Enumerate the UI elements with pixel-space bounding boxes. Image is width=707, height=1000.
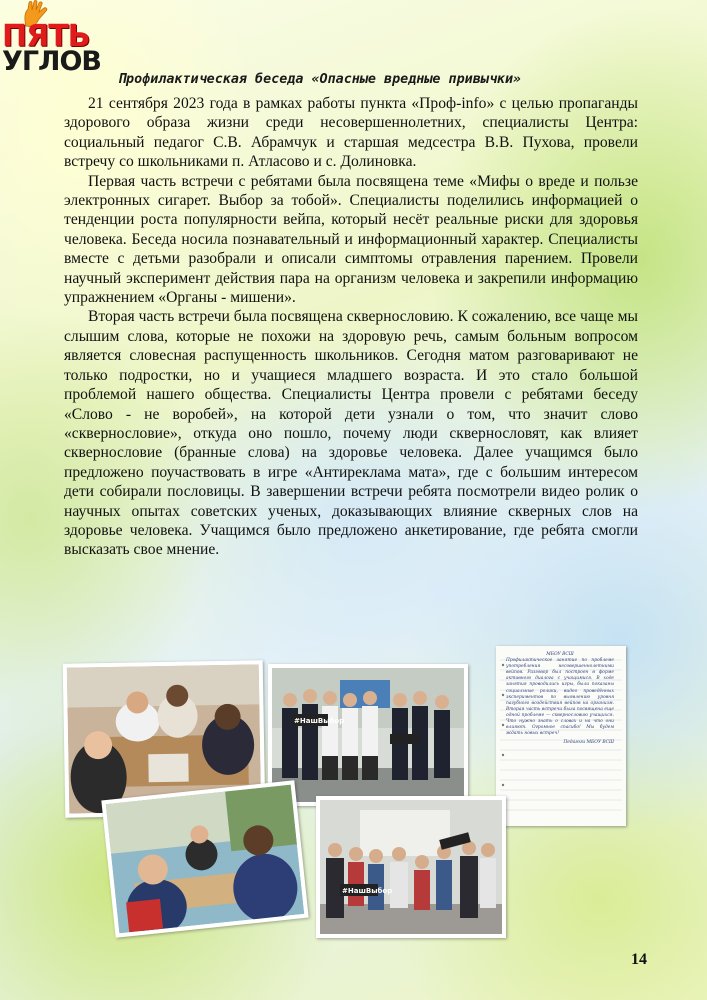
photo-students-table — [101, 780, 308, 938]
article-body — [64, 94, 638, 560]
photo-handwritten-note — [496, 646, 626, 826]
photo-group-with-signs — [268, 664, 468, 806]
sign-text: #НашВыбор — [342, 887, 393, 895]
paragraph-3: Вторая часть встречи была посвящена сквернословию. К сожалению, все чаще мы слышим слова, которые не похожи на здоровую речь, самым больным вопросом является словесная распущенность школьников. Сегодня матом разговаривают не только подростки, но и учащиеся младшего возраста. И это стало большой проблемой нашего общества. Специалисты Центра провели с ребятами беседу «Слово - не воробей», на которой дети узнали о том, что значит слово «сквернословие», откуда оно пошло, почему люди сквернословят, как влияет сквернословие (бранные слова) на здоровье человека. Далее учащимся было предложено поучаствовать в игре «Антиреклама мата», где с большим интересом дети собирали пословицы. В завершении встречи ребята посмотрели видео ролик о научных опытах советских ученых, доказывающих влияние скверных слов на здоровье человека. Учащимся было предложено анкетирование, где ребята смогли высказать свое мнение. — [64, 308, 638, 559]
note-signature: Педагоги МБОУ ВСШ — [563, 740, 614, 746]
note-text — [506, 652, 614, 746]
page-number: 14 — [631, 951, 647, 968]
photo-group-indoor — [316, 796, 506, 938]
note-header: МБОУ ВСШ — [546, 652, 574, 657]
logo-line-1: ПЯТЬ — [2, 19, 90, 54]
sign-text: #НашВыбор — [294, 717, 345, 725]
logo — [0, 0, 126, 76]
paragraph-2: Первая часть встречи с ребятами была посвящена теме «Мифы о вреде и пользе электронных сигарет. Выбор за тобой». Специалисты поделились информацией о тенденции роста популярности вейпа, который несёт реальные риски для здоровья человека. Беседа носила познавательный и информационный характер. Специалисты вместе с детьми разобрали и описали симптомы отравления парением. Провели научный эксперимент действия пара на организм человека и закрепили информацию упражнением «Органы - мишени». — [64, 172, 638, 307]
logo-line-2: УГЛОВ — [2, 46, 101, 77]
article-title: Профилактическая беседа «Опасные вредные привычки» — [118, 72, 522, 87]
note-body: Профилактическое занятие по проблеме употребления несовершеннолетними вейпов. Разговор был построен в форме активного диалога с учащимися. В ходе занятия проводились игры, были показаны социальные ролики, видео проведённых экспериментов по выявлению уровня пагубного воздействия вейпов на организм. Вторая часть встречи была посвящена еще одной проблеме — сквернословию учащихся. Что нужно знать о словах и на что они влияют. Огромное спасибо! Мы будем ждать новых встреч! — [506, 658, 614, 737]
paragraph-1: 21 сентября 2023 года в рамках работы пункта «Проф-info» с целью пропаганды здорового образа жизни среди несовершеннолетних, специалисты Центра: социальный педагог С.В. Абрамчук и старшая медсестра В.В. Пухова, провели встречу со школьниками п. Атласово и с. Долиновка. — [64, 95, 638, 171]
